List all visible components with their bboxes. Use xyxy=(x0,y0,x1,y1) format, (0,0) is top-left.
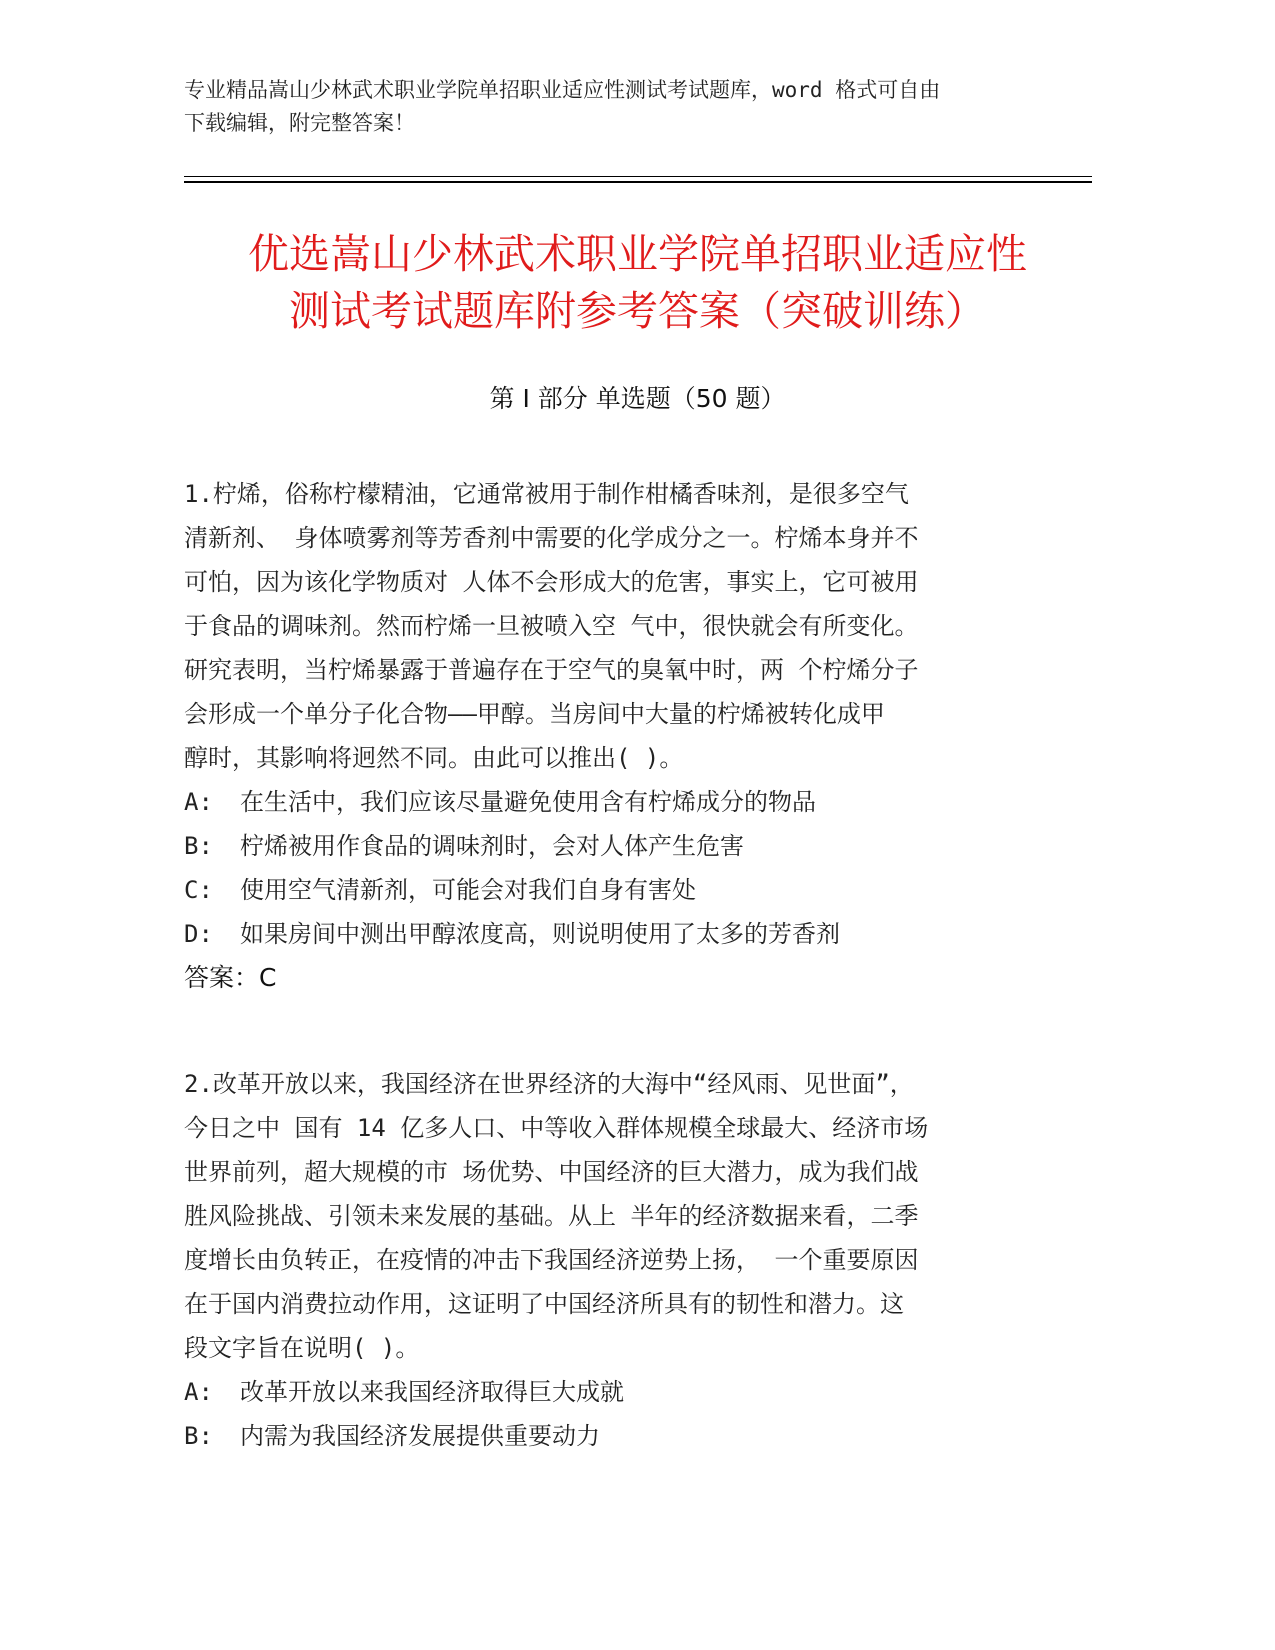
option-text: 改革开放以来我国经济取得巨大成就 xyxy=(240,1378,624,1406)
question-stem-line: 2.改革开放以来，我国经济在世界经济的大海中“经风雨、见世面”， xyxy=(184,1070,914,1098)
question-2 xyxy=(184,1062,1064,1458)
question-stem-line: 在于国内消费拉动作用，这证明了中国经济所具有的韧性和潜力。这 xyxy=(184,1290,904,1318)
option-b xyxy=(184,824,1064,868)
option-text: 在生活中，我们应该尽量避免使用含有柠烯成分的物品 xyxy=(240,788,816,816)
question-stem-line: 于食品的调味剂。然而柠烯一旦被喷入空 气中，很快就会有所变化。 xyxy=(184,612,919,640)
document-title-line: 优选嵩山少林武术职业学院单招职业适应性 xyxy=(248,230,1027,278)
question-stem-line: 今日之中 国有 14 亿多人口、中等收入群体规模全球最大、经济市场 xyxy=(184,1114,929,1142)
document-title xyxy=(150,226,1125,340)
section-heading: 第 I 部分 单选题（50 题） xyxy=(489,384,786,413)
question-stem-line: 1.柠烯，俗称柠檬精油，它通常被用于制作柑橘香味剂，是很多空气 xyxy=(184,480,909,508)
question-stem-line: 会形成一个单分子化合物——甲醇。当房间中大量的柠烯被转化成甲 xyxy=(184,700,885,728)
header-divider-thin xyxy=(184,176,1092,177)
option-d xyxy=(184,912,1064,956)
question-stem-line: 度增长由负转正，在疫情的冲击下我国经济逆势上扬， 一个重要原因 xyxy=(184,1246,919,1274)
option-text: 如果房间中测出甲醇浓度高，则说明使用了太多的芳香剂 xyxy=(240,920,840,948)
option-b xyxy=(184,1414,1064,1458)
question-1 xyxy=(184,472,1064,1000)
answer-line: 答案：C xyxy=(184,963,277,992)
header-divider-thick xyxy=(184,181,1092,183)
header-note-line: 下载编辑，附完整答案！ xyxy=(184,111,415,135)
question-stem-line: 可怕，因为该化学物质对 人体不会形成大的危害，事实上，它可被用 xyxy=(184,568,919,596)
question-stem-line: 世界前列，超大规模的市 场优势、中国经济的巨大潜力，成为我们战 xyxy=(184,1158,919,1186)
option-a xyxy=(184,780,1064,824)
option-text: 内需为我国经济发展提供重要动力 xyxy=(240,1422,600,1450)
option-text: 使用空气清新剂，可能会对我们自身有害处 xyxy=(240,876,696,904)
question-stem-line: 研究表明，当柠烯暴露于普遍存在于空气的臭氧中时，两 个柠烯分子 xyxy=(184,656,919,684)
option-key: A: xyxy=(184,1378,213,1406)
document-title-line: 测试考试题库附参考答案（突破训练） xyxy=(289,287,986,335)
option-text: 柠烯被用作食品的调味剂时，会对人体产生危害 xyxy=(240,832,744,860)
option-c xyxy=(184,868,1064,912)
question-stem-line: 醇时，其影响将迥然不同。由此可以推出( )。 xyxy=(184,744,684,772)
header-note xyxy=(184,74,1084,140)
question-stem-line: 段文字旨在说明( )。 xyxy=(184,1334,420,1362)
header-note-line: 专业精品嵩山少林武术职业学院单招职业适应性测试考试题库，word 格式可自由 xyxy=(184,78,941,102)
option-key: B: xyxy=(184,832,213,860)
option-key: C: xyxy=(184,876,213,904)
question-stem-line: 清新剂、 身体喷雾剂等芳香剂中需要的化学成分之一。柠烯本身并不 xyxy=(184,524,919,552)
option-key: B: xyxy=(184,1422,213,1450)
option-key: A: xyxy=(184,788,213,816)
option-key: D: xyxy=(184,920,213,948)
question-stem-line: 胜风险挑战、引领未来发展的基础。从上 半年的经济数据来看，二季 xyxy=(184,1202,919,1230)
option-a xyxy=(184,1370,1064,1414)
